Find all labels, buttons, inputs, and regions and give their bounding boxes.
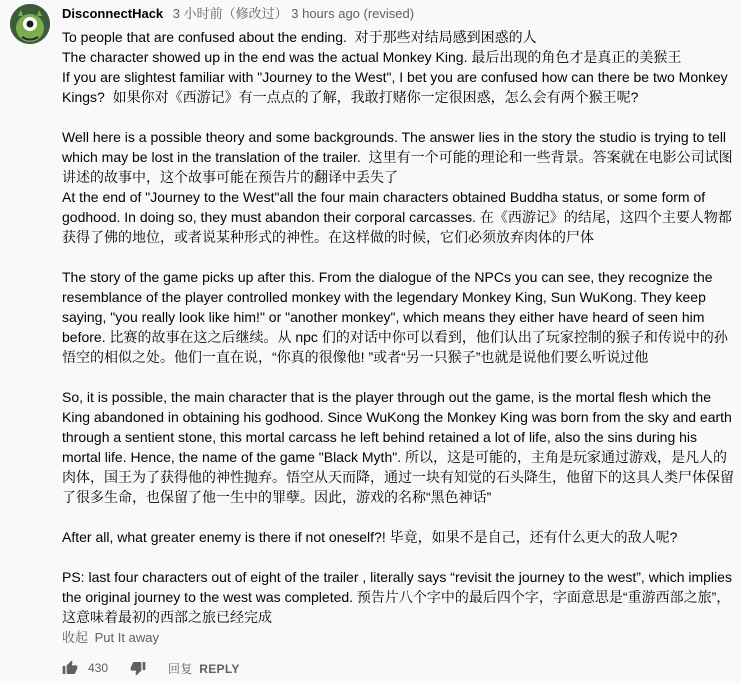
timestamp-cn[interactable]: 3 小时前（修改过） <box>172 6 288 21</box>
collapse-label-en: Put It away <box>94 630 159 645</box>
reply-label-cn: 回复 <box>168 661 193 676</box>
comment-header <box>62 6 414 22</box>
avatar[interactable] <box>10 4 50 44</box>
timestamp-en[interactable]: 3 hours ago (revised) <box>291 6 415 21</box>
collapse-link[interactable] <box>62 630 159 646</box>
author-name[interactable]: DisconnectHack <box>62 6 164 21</box>
collapse-label-cn: 收起 <box>62 630 89 645</box>
like-count: 430 <box>88 661 109 675</box>
comment-body: To people that are confused about the ending. 对于那些对结局感到困惑的人 The character showed up in the end was the actual Monkey King. 最后出现的角色才是真正的美猴王 If you are slightest familiar with "Journey to the West", I bet you are confused how can there be two Monkey Kings? 如果你对《西游记》有一点点的了解，我敢打赌你一定很困惑，怎么会有两个猴王呢? Well here is a possible theory and some backgrounds. The answer lies in the story the studio is trying to tell which may be lost in the translation of the trailer. 这里有一个可能的理论和一些背景。答案就在电影公司试图讲述的故事中，这个故事可能在预告片的翻译中丢失了 At the end of "Journey to the West"all the four main characters obtained Buddha status, or some form of godhood. In doing so, they must abandon their corporal carcasses. 在《西游记》的结尾，这四个主要人物都获得了佛的地位，或者说某种形式的神性。在这样做的时候，它们必须放弃肉体的尸体 The story of the game picks up after this. From the dialogue of the NPCs you can see, they recognize the resemblance of the player controlled monkey with the legendary Monkey King, Sun WuKong. They keep saying, "you really look like him!" or "another monkey", which means they either have heard of seen him before. 比赛的故事在这之后继续。从 npc 们的对话中你可以看到，他们认出了玩家控制的猴子和传说中的孙悟空的相似之处。他们一直在说，“你真的很像他! ”或者“另一只猴子”也就是说他们要么听说过他 So, it is possible, the main character that is the player through out the game, is the mortal flesh which the King abandoned in obtaining his godhood. Since WuKong the Monkey King was born from the sky and earth through a sentient stone, this mortal carcass he left behind retained a lot of life, also the sins during his mortal life. Hence, the name of the game "Black Myth". 所以，这是可能的，主角是玩家通过游戏，是凡人的肉体，国王为了获得他的神性抛弃。悟空从天而降，通过一块有知觉的石头降生，他留下的这具人类尸体保留了很多生命，也保留了他一生中的罪孽。因此，游戏的名称“黑色神话” After all, what greater enemy is there if not oneself?! 毕竟，如果不是自己，还有什么更大的敌人呢? PS: last four characters out of eight of the trailer , literally says “revisit the journey to the west”, which implies the original journey to the west was completed. 预告片八个字中的最后四个字，字面意思是“重游西部之旅”，这意味着最初的西部之旅已经完成 <box>62 29 734 625</box>
reply-label-en: REPLY <box>199 661 240 676</box>
comment-actions <box>62 658 240 678</box>
thumb-up-icon[interactable] <box>62 660 78 676</box>
thumb-down-icon[interactable] <box>130 660 146 676</box>
reply-button[interactable] <box>168 660 240 677</box>
